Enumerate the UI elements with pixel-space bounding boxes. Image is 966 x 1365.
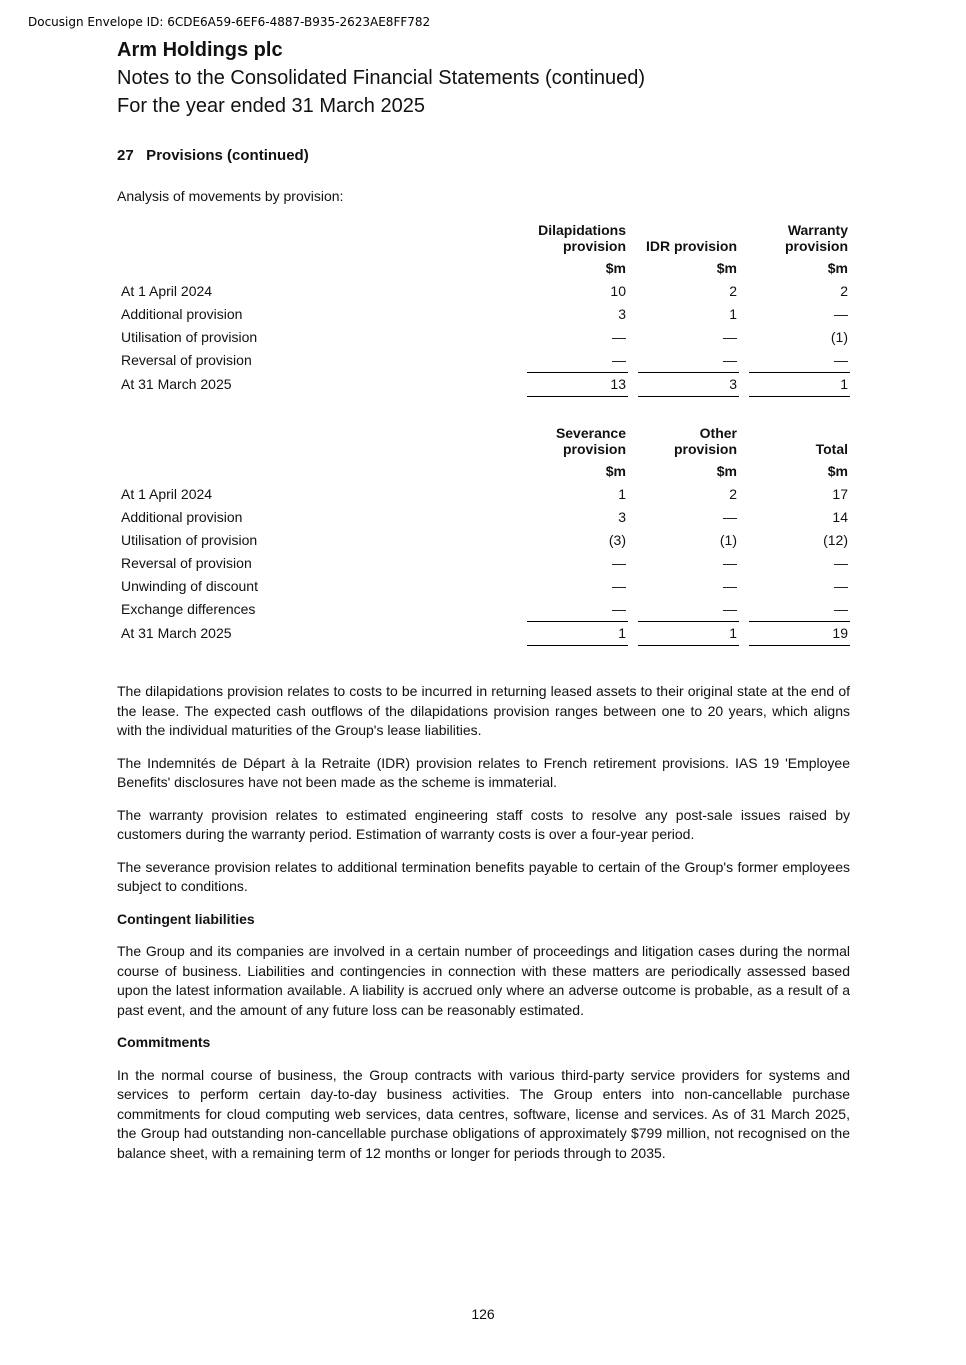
table-row [117,598,850,621]
table-row [117,552,850,575]
table-row [117,349,850,372]
cell-value: — [612,329,626,345]
column-header: Total [815,441,848,457]
page-number: 126 [471,1306,495,1322]
row-label: Reversal of provision [121,352,252,368]
header-row [117,425,850,457]
envelope-id: Docusign Envelope ID: 6CDE6A59-6EF6-4887-B935-2623AE8FF782 [28,15,431,29]
contingent-liabilities-heading: Contingent liabilities [117,910,255,927]
cell-value: 13 [527,372,628,397]
cell-value: 3 [638,372,739,397]
idr-paragraph: The Indemnités de Départ à la Retraite (IDR) provision relates to French retirement provisions. IAS 19 'Employee Benefits' disclosures have not been made as the scheme is immaterial. [117,754,850,790]
period-label: For the year ended 31 March 2025 [117,95,425,117]
cell-value: — [834,352,848,368]
cell-value: — [834,306,848,322]
cell-value: 2 [729,486,737,502]
row-label: At 1 April 2024 [121,486,213,502]
cell-value: — [723,555,737,571]
cell-value: 1 [729,306,737,322]
cell-value: — [723,352,737,368]
column-header: Warranty provision [784,222,848,254]
commitments-heading: Commitments [117,1034,211,1050]
unit-label: $m [827,260,848,276]
commitments-paragraph: In the normal course of business, the Group contracts with various third-party service providers for systems and services to perform certain day-to-day business activities. The Group enters into non-cancellable purchase commitments for cloud computing web services, data centres, software, license and services. As of 31 March 2025, the Group had outstanding non-cancellable purchase obligations of approximately $799 million, not recognised on the balance sheet, with a remaining term of 12 months or longer for periods through to 2035. [117,1066,850,1161]
company-name: Arm Holdings plc [117,39,283,61]
unit-label: $m [716,463,737,479]
cell-value: — [612,578,626,594]
table-row [117,575,850,598]
unit-row [117,457,850,483]
cell-value: — [834,555,848,571]
cell-value: 1 [618,486,626,502]
row-label: Reversal of provision [121,555,252,571]
cell-value: 2 [729,283,737,299]
cell-value: 3 [618,306,626,322]
cell-value: — [612,601,626,617]
section-title: 27 Provisions (continued) [117,147,309,164]
cell-value: 1 [638,621,739,646]
header-row [117,222,850,254]
row-label: Additional provision [121,509,243,525]
row-label: Utilisation of provision [121,329,258,345]
warranty-paragraph: The warranty provision relates to estimated engineering staff costs to resolve any post-sale issues raised by customers during the warranty period. Estimation of warranty costs is over a four-year period. [117,806,850,842]
intro-text: Analysis of movements by provision: [117,188,344,204]
table-row [117,483,850,506]
table-row [117,303,850,326]
row-label: Exchange differences [121,601,256,617]
cell-value: — [834,601,848,617]
cell-value: — [723,509,737,525]
cell-value: — [612,352,626,368]
row-label: At 31 March 2025 [121,376,232,392]
table-row [117,280,850,303]
unit-label: $m [716,260,737,276]
cell-value: 14 [832,509,848,525]
page-subtitle: Notes to the Consolidated Financial Statements (continued) [117,67,646,89]
column-header: Other provision [673,425,737,457]
cell-value: — [723,329,737,345]
provisions-table-1 [117,222,850,397]
cell-value: 10 [610,283,626,299]
column-header: IDR provision [645,238,737,254]
page-content [117,36,850,1176]
unit-label: $m [605,260,626,276]
cell-value: — [834,578,848,594]
column-header: Dilapidations provision [538,222,626,254]
table-row [117,529,850,552]
cell-value: — [612,555,626,571]
cell-value: (12) [823,532,848,548]
contingent-paragraph: The Group and its companies are involved in a certain number of proceedings and litigation cases during the normal course of business. Liabilities and contingencies in connection with these matters are periodically assessed based upon the latest information available. A liability is accrued only where an adverse outcome is probable, as a result of a past event, and the amount of any future loss can be reasonably estimated. [117,943,850,1018]
total-row [117,621,850,646]
cell-value: — [723,578,737,594]
severance-paragraph: The severance provision relates to additional termination benefits payable to certain of the Group's former employees subject to conditions. [117,858,850,894]
cell-value: 1 [527,621,628,646]
cell-value: (3) [608,532,626,548]
cell-value: 1 [749,372,850,397]
cell-value: (1) [719,532,737,548]
cell-value: 19 [749,621,850,646]
unit-row [117,254,850,280]
row-label: At 1 April 2024 [121,283,213,299]
cell-value: — [723,601,737,617]
row-label: Unwinding of discount [121,578,258,594]
column-header: Severance provision [555,425,626,457]
dilapidations-paragraph: The dilapidations provision relates to costs to be incurred in returning leased assets to their original state at the end of the lease. The expected cash outflows of the dilapidations provision ranges between one to 20 years, which aligns with the individual maturities of the Group's lease liabilities. [117,683,850,738]
provisions-table-2 [117,425,850,646]
notes-text [117,682,850,1163]
table-row [117,506,850,529]
row-label: At 31 March 2025 [121,625,232,641]
unit-label: $m [605,463,626,479]
cell-value: 3 [618,509,626,525]
cell-value: (1) [830,329,848,345]
row-label: Utilisation of provision [121,532,258,548]
total-row [117,372,850,397]
unit-label: $m [827,463,848,479]
table-row [117,326,850,349]
cell-value: 17 [832,486,848,502]
cell-value: 2 [840,283,848,299]
row-label: Additional provision [121,306,243,322]
